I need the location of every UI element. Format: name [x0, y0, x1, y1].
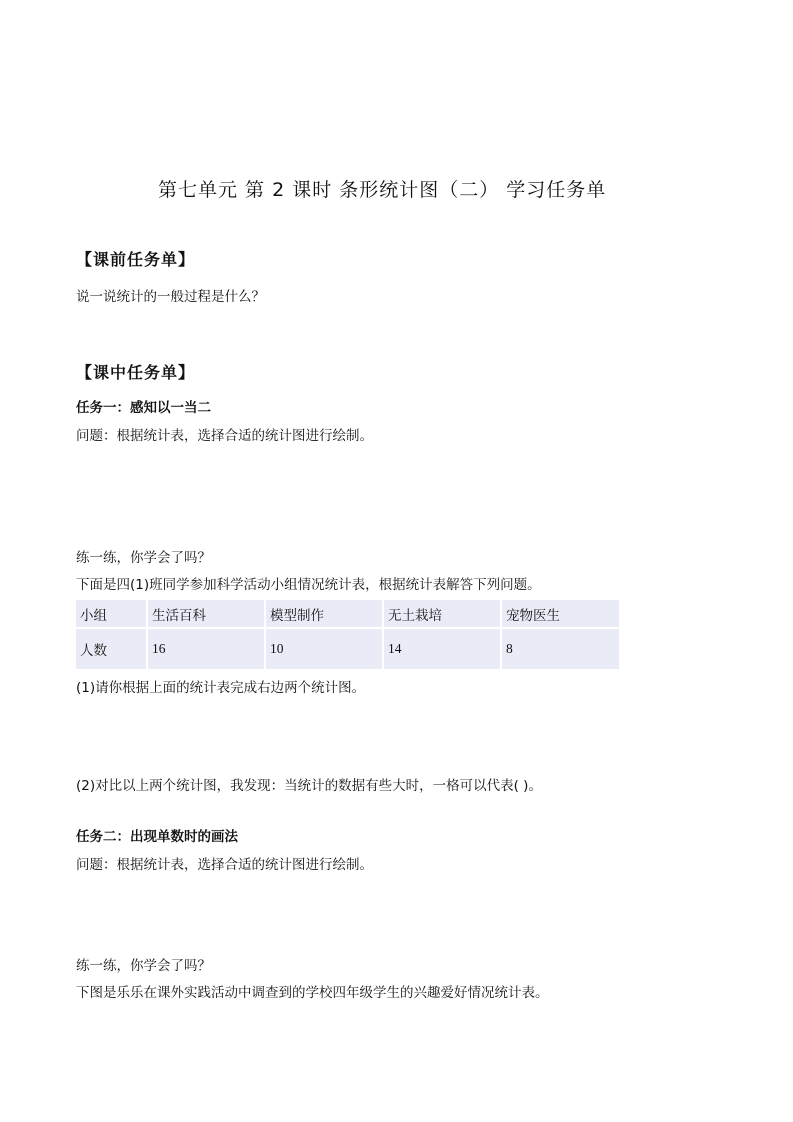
- table-cell: 无土栽培: [384, 600, 502, 629]
- table-cell: 8: [502, 629, 621, 671]
- activity-stats-table: [76, 600, 621, 671]
- table-cell: 14: [384, 629, 502, 671]
- pre-class-heading: 【课前任务单】: [76, 250, 196, 269]
- task2-intro: 下图是乐乐在课外实践活动中调查到的学校四年级学生的兴趣爱好情况统计表。: [76, 985, 549, 1001]
- table-cell: 10: [266, 629, 384, 671]
- table-cell: 16: [148, 629, 266, 671]
- task1-question-2: (2)对比以上两个统计图，我发现：当统计的数据有些大时，一格可以代表( )。: [76, 778, 542, 794]
- table-row: [76, 629, 621, 671]
- table-cell: 小组: [76, 600, 148, 629]
- in-class-heading: 【课中任务单】: [76, 363, 196, 382]
- task1-intro: 下面是四(1)班同学参加科学活动小组情况统计表，根据统计表解答下列问题。: [76, 577, 541, 593]
- table-cell: 人数: [76, 629, 148, 671]
- task1-practice: 练一练，你学会了吗？: [76, 550, 211, 566]
- task1-question-1: (1)请你根据上面的统计表完成右边两个统计图。: [76, 680, 366, 696]
- table-header-row: [76, 600, 621, 629]
- task2-title: 任务二：出现单数时的画法: [76, 829, 238, 845]
- table-cell: 宠物医生: [502, 600, 621, 629]
- task2-practice: 练一练，你学会了吗？: [76, 958, 211, 974]
- pre-class-question: 说一说统计的一般过程是什么？: [76, 289, 265, 305]
- table-cell: 模型制作: [266, 600, 384, 629]
- page-title: 第七单元 第 2 课时 条形统计图（二） 学习任务单: [158, 179, 607, 201]
- task1-title: 任务一：感知以一当二: [76, 400, 211, 416]
- table-cell: 生活百科: [148, 600, 266, 629]
- task2-problem: 问题：根据统计表，选择合适的统计图进行绘制。: [76, 857, 373, 873]
- task1-problem: 问题：根据统计表，选择合适的统计图进行绘制。: [76, 428, 373, 444]
